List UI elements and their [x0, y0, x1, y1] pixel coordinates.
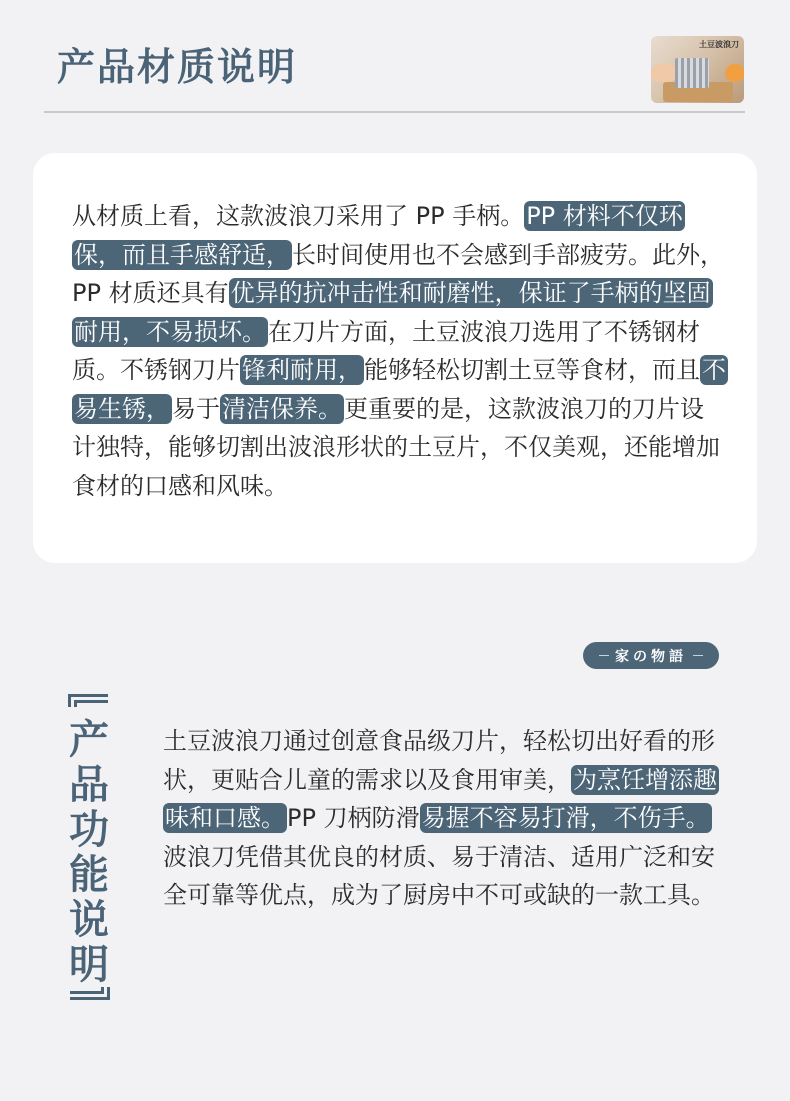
function-title-char: 能	[69, 852, 109, 898]
material-text: 易于	[172, 394, 220, 423]
brand-tag	[583, 642, 719, 669]
function-text: 土豆波浪刀通过创意食品级刀片，轻松切出好看的形状，更贴合儿童的需求以及食用审美，	[163, 727, 715, 794]
bracket-top-left-inner	[74, 700, 108, 707]
function-text: 波浪刀凭借其优良的材质、易于清洁、适用广泛和安全可靠等优点，成为了厨房中不可或缺的一款工具。	[163, 842, 715, 909]
material-text: 从材质上看，这款波浪刀采用了 PP 手柄。	[72, 202, 525, 230]
thumbnail-wave-blade	[675, 58, 709, 88]
brand-tag-label: 家の物語	[615, 648, 687, 665]
thumbnail-label: 土豆波浪刀	[699, 40, 739, 49]
material-text: 能够轻松切割土豆等食材，而且	[364, 356, 700, 384]
function-title-char: 明	[69, 942, 109, 988]
function-title-char: 产	[69, 717, 109, 763]
function-highlight: 易握不容易打滑，不伤手。	[421, 804, 710, 832]
page-title: 产品材质说明	[57, 45, 298, 89]
material-text: 在刀片方面，土豆波浪刀选用了不锈钢材质。不锈钢刀片	[72, 317, 700, 384]
material-highlight: 清洁保养。	[222, 394, 342, 423]
function-section-title	[66, 718, 112, 988]
material-highlight: 锋利耐用，	[242, 356, 362, 384]
thumbnail-orange	[725, 64, 744, 82]
function-title-char: 功	[69, 807, 109, 853]
material-highlight: 不易生锈，	[74, 356, 726, 423]
brand-tag-dash-left	[599, 655, 609, 656]
function-highlight: 为烹饪增添趣味和口感。	[165, 765, 717, 832]
material-text: 更重要的是，这款波浪刀的刀片设计独特，能够切割出波浪形状的土豆片，不仅美观，还能增加食材的口感和风味。	[72, 394, 720, 500]
function-description	[163, 722, 728, 915]
material-highlight: 优异的抗冲击性和耐磨性，保证了手柄的坚固耐用，不易损坏。	[74, 279, 711, 346]
material-description	[72, 197, 727, 505]
function-title-char: 品	[69, 762, 109, 808]
header-divider	[44, 111, 745, 113]
thumbnail-hand	[651, 64, 677, 82]
bracket-bottom-right-inner	[70, 987, 104, 994]
function-title-char: 说	[69, 897, 109, 943]
brand-tag-dash-right	[693, 655, 703, 656]
material-text: 长时间使用也不会感到手部疲劳。此外，PP 材质还具有	[72, 240, 724, 307]
product-thumbnail-image	[651, 36, 744, 103]
function-text: PP 刀柄防滑	[287, 804, 420, 832]
material-highlight: PP 材料不仅环保，而且手感舒适，	[74, 202, 683, 269]
